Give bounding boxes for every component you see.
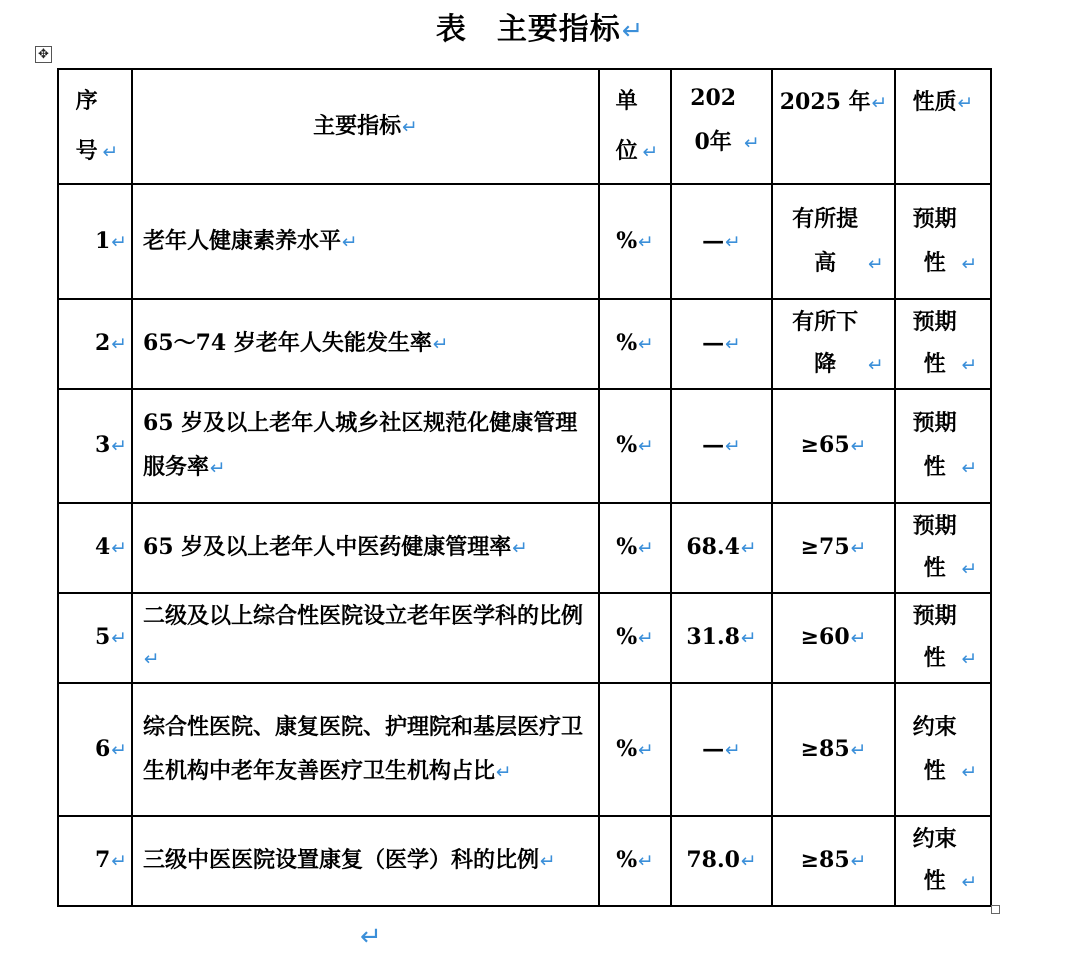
row-nature: 预期性 ↵ bbox=[895, 503, 991, 593]
row-unit: %↵ bbox=[599, 683, 671, 816]
paragraph-return-icon: ↵ bbox=[360, 922, 382, 952]
row-value-2020: —↵ bbox=[671, 299, 772, 389]
table-resize-handle-icon[interactable] bbox=[991, 905, 1000, 914]
row-nature: 预期性 ↵ bbox=[895, 299, 991, 389]
row-value-2020: 78.0↵ bbox=[671, 816, 772, 906]
row-unit: %↵ bbox=[599, 593, 671, 683]
table-row bbox=[58, 299, 991, 389]
row-target-2025: ≥60↵ bbox=[772, 593, 895, 683]
table-row bbox=[58, 389, 991, 503]
return-mark-icon: ↵ bbox=[621, 16, 645, 46]
table-title bbox=[0, 4, 1080, 48]
row-nature: 预期性 ↵ bbox=[895, 389, 991, 503]
row-seq: 2↵ bbox=[58, 299, 132, 389]
row-seq: 6↵ bbox=[58, 683, 132, 816]
row-value-2020: 31.8↵ bbox=[671, 593, 772, 683]
table-row bbox=[58, 683, 991, 816]
row-nature: 预期性 ↵ bbox=[895, 184, 991, 299]
row-seq: 1↵ bbox=[58, 184, 132, 299]
table-row bbox=[58, 816, 991, 906]
row-unit: %↵ bbox=[599, 184, 671, 299]
row-target-2025: ≥75↵ bbox=[772, 503, 895, 593]
row-indicator: 二级及以上综合性医院设立老年医学科的比例↵ bbox=[132, 593, 599, 683]
row-seq: 4↵ bbox=[58, 503, 132, 593]
row-target-2025: 有所下降 ↵ bbox=[772, 299, 895, 389]
row-target-2025: ≥65↵ bbox=[772, 389, 895, 503]
row-target-2025: ≥85↵ bbox=[772, 683, 895, 816]
row-unit: %↵ bbox=[599, 816, 671, 906]
table-row bbox=[58, 593, 991, 683]
header-row bbox=[58, 69, 991, 184]
table-row bbox=[58, 503, 991, 593]
title-text: 主要指标 bbox=[496, 12, 621, 47]
row-unit: %↵ bbox=[599, 389, 671, 503]
row-nature: 预期性 ↵ bbox=[895, 593, 991, 683]
header-seq: 序号 ↵ bbox=[58, 69, 132, 184]
header-indicator: 主要指标↵ bbox=[132, 69, 599, 184]
row-indicator: 老年人健康素养水平↵ bbox=[132, 184, 599, 299]
header-nature: 性质↵ bbox=[895, 69, 991, 184]
row-indicator: 三级中医医院设置康复（医学）科的比例↵ bbox=[132, 816, 599, 906]
row-seq: 7↵ bbox=[58, 816, 132, 906]
row-unit: %↵ bbox=[599, 299, 671, 389]
row-value-2020: —↵ bbox=[671, 184, 772, 299]
row-value-2020: —↵ bbox=[671, 389, 772, 503]
row-indicator: 综合性医院、康复医院、护理院和基层医疗卫生机构中老年友善医疗卫生机构占比↵ bbox=[132, 683, 599, 816]
row-value-2020: 68.4↵ bbox=[671, 503, 772, 593]
row-target-2025: ≥85↵ bbox=[772, 816, 895, 906]
table-move-handle-icon[interactable]: ✥ bbox=[35, 46, 52, 63]
header-2025: 2025 年↵ bbox=[772, 69, 895, 184]
title-prefix: 表 bbox=[435, 12, 467, 47]
row-value-2020: —↵ bbox=[671, 683, 772, 816]
row-nature: 约束性 ↵ bbox=[895, 816, 991, 906]
row-seq: 3↵ bbox=[58, 389, 132, 503]
table-row bbox=[58, 184, 991, 299]
row-indicator: 65 岁及以上老年人中医药健康管理率↵ bbox=[132, 503, 599, 593]
header-2020: 2020年 ↵ bbox=[671, 69, 772, 184]
row-indicator: 65～74 岁老年人失能发生率↵ bbox=[132, 299, 599, 389]
row-target-2025: 有所提高 ↵ bbox=[772, 184, 895, 299]
header-unit: 单位 ↵ bbox=[599, 69, 671, 184]
indicator-table bbox=[57, 68, 992, 907]
row-indicator: 65 岁及以上老年人城乡社区规范化健康管理服务率↵ bbox=[132, 389, 599, 503]
row-unit: %↵ bbox=[599, 503, 671, 593]
row-seq: 5↵ bbox=[58, 593, 132, 683]
row-nature: 约束性 ↵ bbox=[895, 683, 991, 816]
